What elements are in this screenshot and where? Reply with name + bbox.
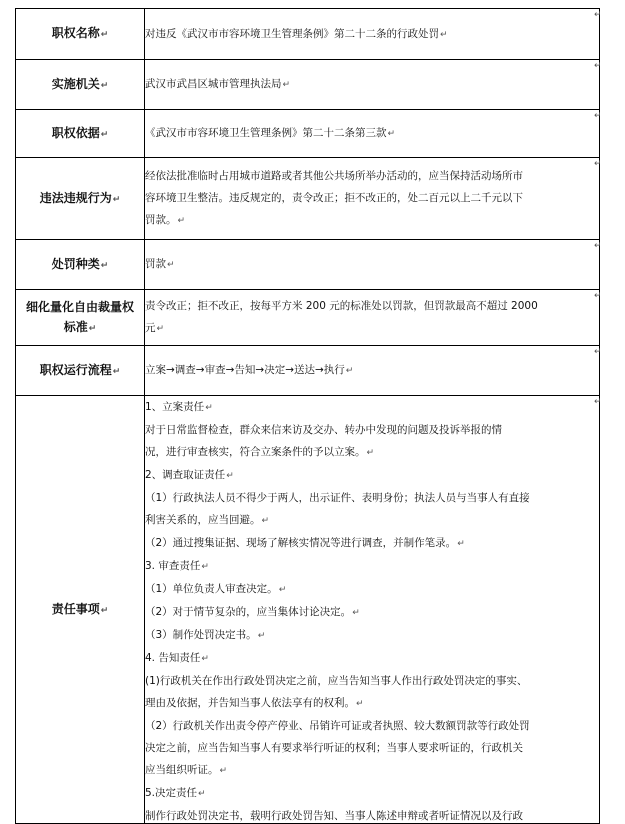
row-end-mark: ↵ (594, 347, 602, 357)
text-line: 罚款。↵ (145, 214, 186, 226)
power-table (15, 8, 600, 824)
text-line: 3. 审查责任↵ (145, 560, 209, 572)
text-line: （2）对于情节复杂的，应当集体讨论决定。↵ (145, 606, 360, 618)
text-line: 2、调查取证责任↵ (145, 469, 234, 481)
table-row (16, 346, 600, 396)
row-label: 职权运行流程↵ (16, 346, 145, 396)
row-end-mark: ↵ (594, 241, 602, 251)
text-line: （2）通过搜集证据、现场了解核实情况等进行调查，并制作笔录。↵ (145, 537, 465, 549)
table-row (16, 110, 600, 158)
row-end-mark: ↵ (594, 61, 602, 71)
text-line: （3）制作处罚决定书。↵ (145, 629, 266, 641)
text-line: 决定之前，应当告知当事人有要求举行听证的权利；当事人要求听证的，行政机关 (145, 742, 523, 754)
text-line: 利害关系的，应当回避。↵ (145, 514, 270, 526)
row-content: 《武汉市市容环境卫生管理条例》第二十二条第三款↵ (145, 110, 600, 158)
row-label: 职权依据↵ (16, 110, 145, 158)
row-label (16, 290, 145, 346)
text-line: 况，进行审查核实，符合立案条件的予以立案。↵ (145, 446, 375, 458)
text-line: 容环境卫生整洁。违反规定的，责令改正；拒不改正的，处二百元以上二千元以下 (145, 192, 523, 204)
label-line: 细化量化自由裁量权 (25, 299, 134, 314)
row-label: 职权名称↵ (16, 9, 145, 60)
text-line: 对于日常监督检查，群众来信来访及交办、转办中发现的问题及投诉举报的情 (145, 424, 502, 436)
table-row (16, 158, 600, 240)
text-line: （1）单位负责人审查决定。↵ (145, 583, 287, 595)
row-end-mark: ↵ (594, 111, 602, 121)
text-line: 元↵ (145, 322, 165, 334)
row-label: 实施机关↵ (16, 60, 145, 110)
row-end-mark: ↵ (594, 397, 602, 407)
row-content: 对违反《武汉市市容环境卫生管理条例》第二十二条的行政处罚↵ (145, 9, 600, 60)
row-end-mark: ↵ (594, 159, 602, 169)
row-label: 违法违规行为↵ (16, 158, 145, 240)
row-content (145, 290, 600, 346)
text-line: 经依法批准临时占用城市道路或者其他公共场所举办活动的，应当保持活动场所市 (145, 170, 523, 182)
row-content: 立案→调查→审查→告知→决定→送达→执行↵ (145, 346, 600, 396)
responsibility-content (145, 396, 600, 824)
row-label: 处罚种类↵ (16, 240, 145, 290)
text-line: 理由及依据，并告知当事人依法享有的权利。↵ (145, 697, 364, 709)
text-line: （1）行政执法人员不得少于两人，出示证件、表明身份；执法人员与当事人有直接 (145, 492, 530, 504)
text-line: 应当组织听证。↵ (145, 764, 228, 776)
text-line: 4. 告知责任↵ (145, 652, 209, 664)
row-end-mark: ↵ (594, 291, 602, 301)
label-line: 标准↵ (63, 319, 97, 334)
text-line: 5.决定责任↵ (145, 787, 206, 799)
table-row (16, 396, 600, 824)
text-line: 制作行政处罚决定书，载明行政处罚告知、当事人陈述申辩或者听证情况以及行政 (145, 810, 523, 822)
table-row (16, 60, 600, 110)
text-line: 责令改正；拒不改正，按每平方米 200 元的标准处以罚款，但罚款最高不超过 2000 (145, 300, 538, 312)
row-label: 责任事项↵ (16, 396, 145, 824)
table-row (16, 240, 600, 290)
row-content: 武汉市武昌区城市管理执法局↵ (145, 60, 600, 110)
text-line: 1、立案责任↵ (145, 401, 213, 413)
text-line: （2）行政机关作出责令停产停业、吊销许可证或者执照、较大数额罚款等行政处罚 (145, 720, 530, 732)
row-end-mark: ↵ (594, 10, 602, 20)
text-line: (1)行政机关在作出行政处罚决定之前，应当告知当事人作出行政处罚决定的事实、 (145, 675, 528, 687)
row-content: 罚款↵ (145, 240, 600, 290)
row-content (145, 158, 600, 240)
table-row (16, 9, 600, 60)
table-row (16, 290, 600, 346)
